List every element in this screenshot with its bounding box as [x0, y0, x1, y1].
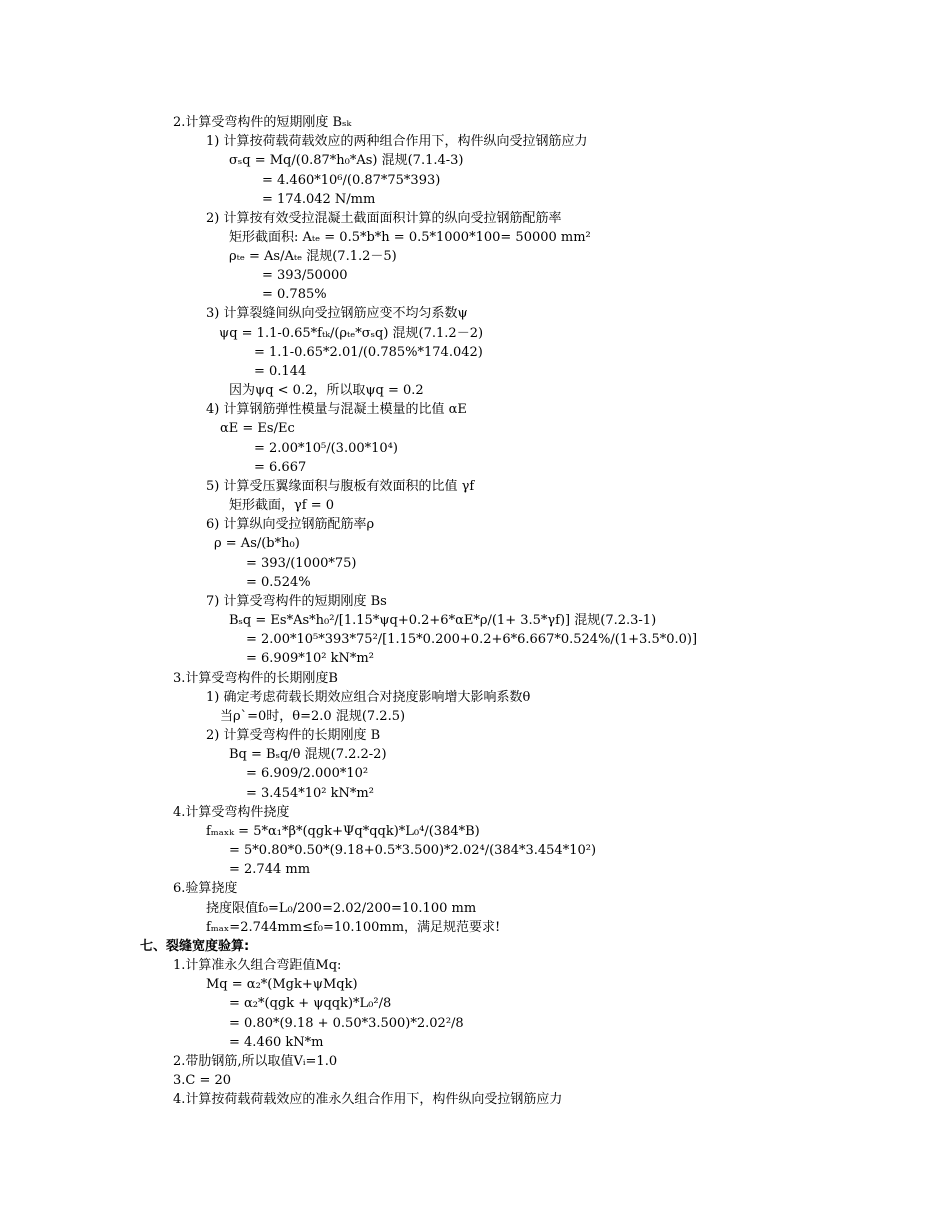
text-line: 6.验算挠度 — [173, 881, 238, 896]
text-line: = 0.524% — [246, 575, 311, 590]
text-line: = 0.785% — [262, 287, 327, 302]
text-line: = 393/(1000*75) — [246, 556, 357, 571]
text-line: = 2.744 mm — [229, 862, 311, 877]
text-line: 1.计算准永久组合弯距值Mq: — [173, 958, 342, 973]
text-line: 2.带肋钢筋,所以取值Vᵢ=1.0 — [173, 1054, 338, 1069]
text-line: Bq = Bₛq/θ 混规(7.2.2-2) — [229, 747, 387, 762]
section-heading: 七、裂缝宽度验算: — [140, 939, 250, 954]
text-line: 1) 计算按荷载荷载效应的两种组合作用下，构件纵向受拉钢筋应力 — [206, 134, 588, 149]
text-line: 因为ψq < 0.2，所以取ψq = 0.2 — [229, 383, 424, 398]
text-line: Mq = α₂*(Mgk+ψMqk) — [206, 977, 358, 992]
text-line: = 0.80*(9.18 + 0.50*3.500)*2.02²/8 — [229, 1016, 464, 1031]
text-line: = 6.909/2.000*10² — [246, 766, 369, 781]
text-line: = 1.1-0.65*2.01/(0.785%*174.042) — [254, 345, 483, 360]
text-line: 当ρ`=0时，θ=2.0 混规(7.2.5) — [220, 709, 406, 724]
text-line: fₘₐₓ=2.744mm≤f₀=10.100mm，满足规范要求! — [206, 920, 501, 935]
text-line: αE = Es/Ec — [220, 421, 295, 436]
text-line: 4.计算受弯构件挠度 — [173, 805, 290, 820]
text-line: 挠度限值f₀=L₀/200=2.02/200=10.100 mm — [206, 901, 477, 916]
text-line: 2) 计算按有效受拉混凝土截面面积计算的纵向受拉钢筋配筋率 — [206, 211, 562, 226]
text-line: = 5*0.80*0.50*(9.18+0.5*3.500)*2.02⁴/(384*3.454*10²) — [229, 843, 597, 858]
text-line: 7) 计算受弯构件的短期刚度 Bs — [206, 594, 387, 609]
text-line: 矩形截面，γf = 0 — [229, 498, 335, 513]
text-line: = α₂*(qgk + ψqqk)*L₀²/8 — [229, 996, 392, 1011]
text-line: fₘₐₓₖ = 5*α₁*β*(qgk+Ψq*qqk)*L₀⁴/(384*B) — [206, 824, 480, 839]
text-line: = 2.00*10⁵/(3.00*10⁴) — [254, 441, 398, 456]
text-line: 矩形截面积: Aₜₑ = 0.5*b*h = 0.5*1000*100= 50000 mm² — [229, 230, 591, 245]
text-line: = 174.042 N/mm — [262, 192, 376, 207]
text-line: Bₛq = Es*As*h₀²/[1.15*ψq+0.2+6*αE*ρ/(1+ 3.5*γf)] 混规(7.2.3-1) — [229, 613, 657, 628]
text-line: 6) 计算纵向受拉钢筋配筋率ρ — [206, 517, 375, 532]
text-line: 3.计算受弯构件的长期刚度B — [173, 671, 338, 686]
text-line: ψq = 1.1-0.65*fₜₖ/(ρₜₑ*σₛq) 混规(7.1.2－2) — [219, 326, 484, 341]
text-line: = 6.909*10² kN*m² — [246, 651, 374, 666]
text-line: 4.计算按荷载荷载效应的准永久组合作用下，构件纵向受拉钢筋应力 — [173, 1092, 563, 1107]
text-line: = 3.454*10² kN*m² — [246, 786, 374, 801]
text-line: 2.计算受弯构件的短期刚度 Bₛₖ — [173, 115, 352, 130]
text-line: = 4.460*10⁶/(0.87*75*393) — [262, 173, 441, 188]
text-line: σₛq = Mq/(0.87*h₀*As) 混规(7.1.4-3) — [229, 153, 464, 168]
text-line: 2) 计算受弯构件的长期刚度 B — [206, 728, 381, 743]
text-line: ρ = As/(b*h₀) — [214, 536, 300, 551]
text-line: 1) 确定考虑荷载长期效应组合对挠度影响增大影响系数θ — [206, 690, 531, 705]
text-line: = 2.00*10⁵*393*75²/[1.15*0.200+0.2+6*6.667*0.524%/(1+3.5*0.0)] — [246, 632, 698, 647]
text-line: = 4.460 kN*m — [229, 1035, 324, 1050]
text-line: 4) 计算钢筋弹性模量与混凝土模量的比值 αE — [206, 402, 467, 417]
text-line: = 0.144 — [254, 364, 307, 379]
text-line: ρₜₑ = As/Aₜₑ 混规(7.1.2－5) — [229, 249, 397, 264]
text-line: 3) 计算裂缝间纵向受拉钢筋应变不均匀系数ψ — [206, 306, 468, 321]
text-line: 3.C = 20 — [173, 1073, 232, 1088]
text-line: = 393/50000 — [262, 268, 348, 283]
text-line: 5) 计算受压翼缘面积与腹板有效面积的比值 γf — [206, 479, 475, 494]
text-line: = 6.667 — [254, 460, 307, 475]
